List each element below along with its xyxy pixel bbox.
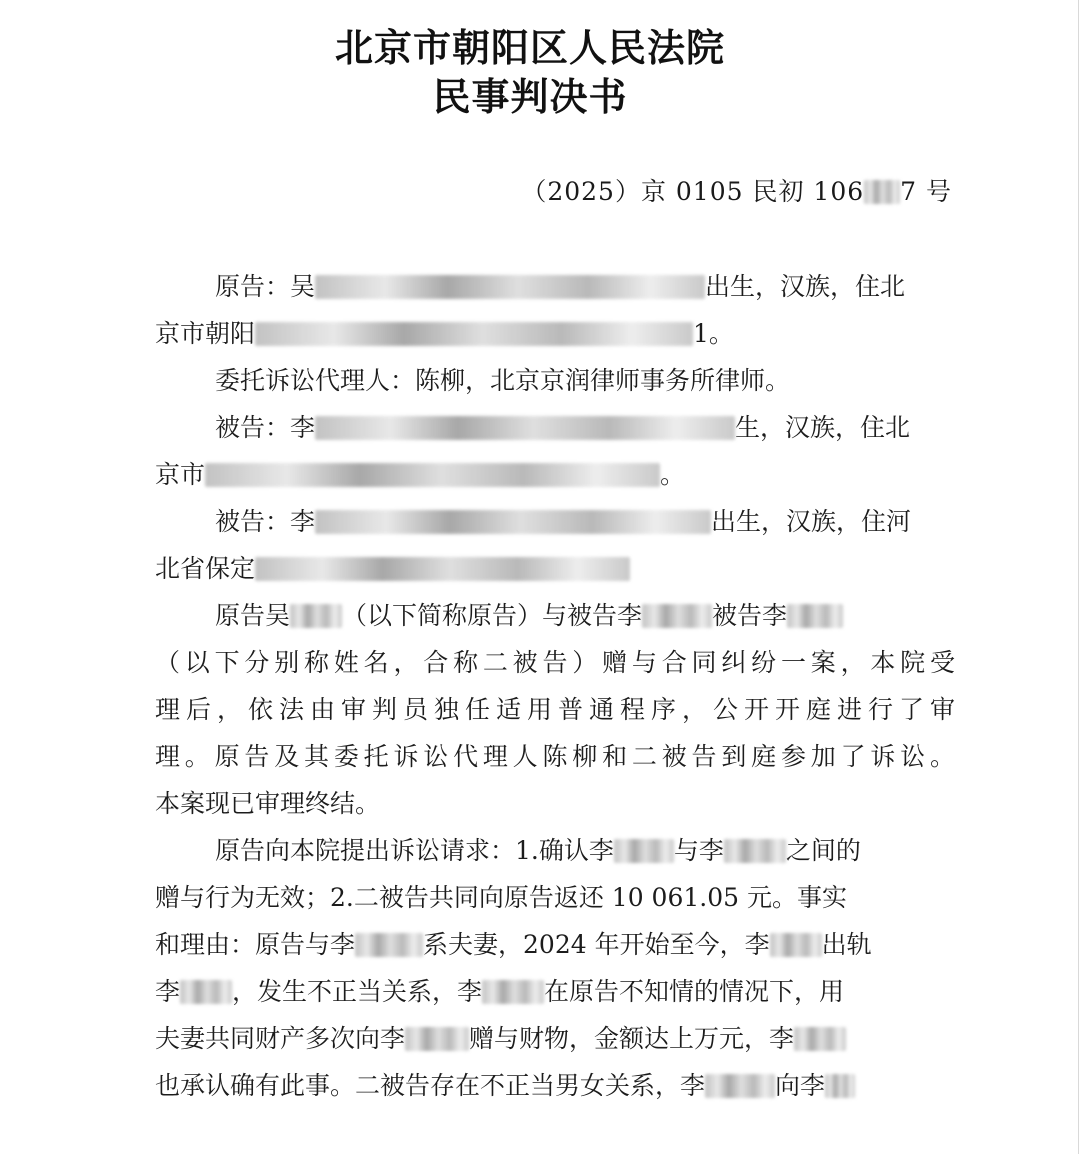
text-line: 李 ，发生不正当关系，李 在原告不知情的情况下，用: [155, 977, 845, 1006]
redacted-mark: [864, 180, 900, 204]
text-line: 理。原告及其委托诉讼代理人陈柳和二被告到庭参加了诉讼。: [155, 742, 955, 771]
redacted-mark: [614, 839, 674, 863]
text-line: 京市朝阳 1。: [155, 319, 734, 348]
text-line: 被告：李 出生，汉族，住河: [215, 507, 912, 536]
document-type-heading: 民事判决书: [432, 74, 628, 119]
case-number-suffix: 7 号: [900, 177, 952, 206]
text-line: 被告：李 生，汉族，住北: [215, 413, 911, 442]
redacted-mark: [642, 604, 712, 628]
redacted-mark: [482, 980, 544, 1004]
redacted-mark: [705, 1074, 775, 1098]
redacted-mark: [180, 980, 232, 1004]
case-number: [521, 174, 952, 210]
page-edge: [1078, 0, 1079, 1154]
text-line: 本案现已审理终结。: [155, 789, 381, 818]
redacted-mark: [825, 1074, 855, 1098]
text-line: 原告吴 （以下简称原告）与被告李 被告李: [155, 594, 955, 638]
court-name-heading: 北京市朝阳区人民法院: [334, 25, 725, 70]
text-line: 委托诉讼代理人：陈柳，北京京润律师事务所律师。: [215, 366, 791, 395]
redacted-mark: [290, 604, 342, 628]
text-line: 原告：吴 出生，汉族，住北: [215, 272, 906, 301]
redacted-mark: [315, 275, 705, 299]
case-number-prefix: （2025）京 0105 民初 106: [521, 177, 865, 206]
text-line: 原告向本院提出诉讼请求：1.确认李 与李 之间的: [215, 836, 861, 865]
redacted-mark: [787, 604, 843, 628]
redacted-mark: [355, 933, 423, 957]
text-line: （以下分别称姓名，合称二被告）赠与合同纠纷一案，本院受: [155, 648, 955, 677]
redacted-mark: [255, 557, 630, 581]
text-line: 理后，依法由审判员独任适用普通程序，公开开庭进行了审: [155, 695, 955, 724]
redacted-mark: [255, 322, 693, 346]
text-line: 和理由：原告与李 系夫妻，2024 年开始至今，李 出轨: [155, 930, 872, 959]
redacted-mark: [315, 416, 735, 440]
redacted-mark: [205, 463, 660, 487]
redacted-mark: [770, 933, 822, 957]
redacted-mark: [315, 510, 711, 534]
text-line: 也承认确有此事。二被告存在不正当男女关系，李 向李: [155, 1064, 955, 1108]
text-line: 北省保定: [155, 547, 955, 591]
redacted-mark: [405, 1027, 469, 1051]
text-line: 京市 。: [155, 460, 686, 489]
text-line: 夫妻共同财产多次向李 赠与财物，金额达上万元，李: [155, 1017, 955, 1061]
redacted-mark: [794, 1027, 846, 1051]
redacted-mark: [724, 839, 786, 863]
text-line: 赠与行为无效；2.二被告共同向原告返还 10 061.05 元。事实: [155, 883, 847, 912]
